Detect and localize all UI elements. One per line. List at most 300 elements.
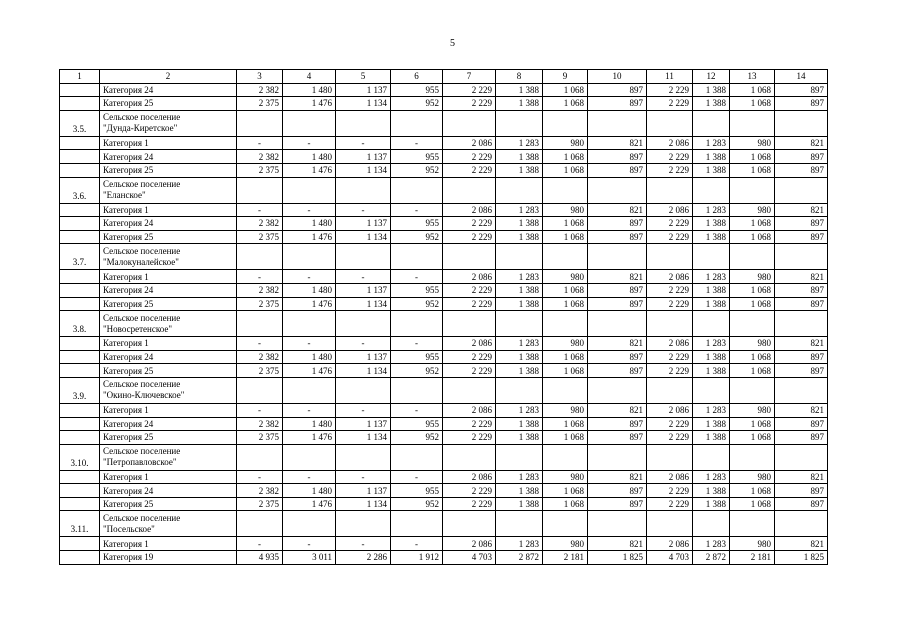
category-label: Категория 24	[100, 417, 237, 431]
value-cell: 2 229	[647, 417, 693, 431]
value-cell: 1 134	[336, 497, 391, 511]
value-cell: 2 086	[443, 403, 496, 417]
category-label: Категория 1	[100, 470, 237, 484]
value-cell: 2 229	[443, 497, 496, 511]
table-row	[60, 297, 828, 311]
section-number-cell	[60, 83, 100, 97]
value-cell: 1 283	[693, 403, 730, 417]
value-cell: 897	[588, 297, 647, 311]
value-cell: 1 068	[730, 497, 775, 511]
empty-cell	[496, 244, 543, 270]
value-cell: 1 476	[283, 364, 336, 378]
value-cell: 1 068	[543, 497, 588, 511]
empty-cell	[730, 244, 775, 270]
value-cell: 1 388	[693, 150, 730, 164]
value-cell: 821	[588, 403, 647, 417]
settlement-header-row	[60, 377, 828, 403]
value-cell: 1 137	[336, 350, 391, 364]
category-label: Категория 25	[100, 97, 237, 111]
empty-cell	[543, 444, 588, 470]
empty-cell	[391, 511, 443, 537]
table-row	[60, 163, 828, 177]
empty-cell	[283, 177, 336, 203]
value-cell: -	[283, 470, 336, 484]
value-cell: 1 068	[543, 350, 588, 364]
value-cell: -	[336, 270, 391, 284]
value-cell: -	[391, 203, 443, 217]
value-cell: 1 388	[693, 297, 730, 311]
table-row	[60, 537, 828, 551]
settlement-header-row	[60, 110, 828, 136]
value-cell: 2 229	[647, 497, 693, 511]
section-number-cell	[60, 297, 100, 311]
table-row	[60, 364, 828, 378]
value-cell: 897	[588, 217, 647, 231]
value-cell: 1 137	[336, 217, 391, 231]
section-number-cell	[60, 150, 100, 164]
section-number: 3.6.	[60, 177, 100, 203]
value-cell: 1 283	[496, 270, 543, 284]
value-cell: 980	[543, 270, 588, 284]
settlement-header-row	[60, 444, 828, 470]
value-cell: 980	[730, 337, 775, 351]
value-cell: 1 068	[543, 364, 588, 378]
value-cell: 821	[775, 537, 828, 551]
empty-cell	[647, 377, 693, 403]
empty-cell	[647, 311, 693, 337]
table-row	[60, 337, 828, 351]
value-cell: 1 068	[543, 297, 588, 311]
value-cell: 2 286	[336, 551, 391, 565]
value-cell: 821	[775, 337, 828, 351]
value-cell: 821	[588, 203, 647, 217]
value-cell: -	[237, 203, 283, 217]
value-cell: 1 283	[496, 537, 543, 551]
value-cell: 1 476	[283, 97, 336, 111]
value-cell: 821	[775, 403, 828, 417]
value-cell: 952	[391, 97, 443, 111]
header-cell: 10	[588, 70, 647, 84]
value-cell: 952	[391, 431, 443, 445]
empty-cell	[775, 311, 828, 337]
empty-cell	[237, 377, 283, 403]
header-cell: 2	[100, 70, 237, 84]
empty-cell	[496, 311, 543, 337]
category-label: Категория 25	[100, 297, 237, 311]
category-label: Категория 1	[100, 337, 237, 351]
section-number-cell	[60, 350, 100, 364]
empty-cell	[588, 511, 647, 537]
empty-cell	[496, 511, 543, 537]
value-cell: 1 283	[693, 270, 730, 284]
value-cell: 1 388	[496, 497, 543, 511]
value-cell: 1 283	[693, 470, 730, 484]
section-number-cell	[60, 97, 100, 111]
empty-cell	[283, 244, 336, 270]
value-cell: 2 229	[647, 484, 693, 498]
value-cell: 1 137	[336, 150, 391, 164]
value-cell: 2 382	[237, 283, 283, 297]
section-number-cell	[60, 163, 100, 177]
value-cell: 1 480	[283, 484, 336, 498]
header-row	[60, 70, 828, 84]
value-cell: 1 068	[730, 350, 775, 364]
value-cell: 897	[775, 431, 828, 445]
section-number-cell	[60, 136, 100, 150]
header-cell: 13	[730, 70, 775, 84]
empty-cell	[496, 377, 543, 403]
section-number-cell	[60, 337, 100, 351]
header-cell: 11	[647, 70, 693, 84]
empty-cell	[336, 511, 391, 537]
empty-cell	[543, 244, 588, 270]
value-cell: 897	[775, 350, 828, 364]
value-cell: 980	[543, 537, 588, 551]
value-cell: 897	[775, 83, 828, 97]
table-row	[60, 217, 828, 231]
section-number: 3.9.	[60, 377, 100, 403]
value-cell: -	[237, 337, 283, 351]
value-cell: 1 480	[283, 150, 336, 164]
empty-cell	[588, 177, 647, 203]
value-cell: 821	[588, 136, 647, 150]
value-cell: 1 476	[283, 297, 336, 311]
empty-cell	[775, 177, 828, 203]
value-cell: 2 181	[730, 551, 775, 565]
value-cell: 1 388	[693, 497, 730, 511]
settlement-name-line1: Сельское поселение	[103, 379, 181, 390]
section-number-cell	[60, 403, 100, 417]
value-cell: 1 476	[283, 431, 336, 445]
value-cell: 1 068	[730, 150, 775, 164]
empty-cell	[543, 511, 588, 537]
header-cell: 3	[237, 70, 283, 84]
value-cell: -	[283, 537, 336, 551]
value-cell: 955	[391, 217, 443, 231]
value-cell: 1 388	[496, 83, 543, 97]
empty-cell	[693, 177, 730, 203]
value-cell: 1 283	[496, 203, 543, 217]
table-row	[60, 230, 828, 244]
value-cell: -	[391, 537, 443, 551]
value-cell: 1 912	[391, 551, 443, 565]
value-cell: 1 388	[496, 297, 543, 311]
value-cell: 2 229	[647, 230, 693, 244]
value-cell: 1 480	[283, 350, 336, 364]
header-cell: 7	[443, 70, 496, 84]
value-cell: 1 068	[543, 217, 588, 231]
value-cell: 1 388	[693, 283, 730, 297]
value-cell: 821	[775, 470, 828, 484]
empty-cell	[730, 177, 775, 203]
empty-cell	[588, 444, 647, 470]
empty-cell	[543, 311, 588, 337]
settlement-name-line2: "Еланское"	[103, 190, 146, 201]
value-cell: 1 068	[543, 283, 588, 297]
value-cell: 2 229	[443, 484, 496, 498]
value-cell: 2 229	[443, 417, 496, 431]
value-cell: 2 229	[647, 350, 693, 364]
empty-cell	[336, 244, 391, 270]
value-cell: 980	[543, 136, 588, 150]
value-cell: 1 068	[543, 431, 588, 445]
value-cell: 955	[391, 150, 443, 164]
empty-cell	[730, 377, 775, 403]
tariff-table	[59, 69, 828, 565]
value-cell: 1 480	[283, 417, 336, 431]
table-row	[60, 417, 828, 431]
value-cell: 1 388	[496, 364, 543, 378]
empty-cell	[496, 177, 543, 203]
value-cell: 897	[775, 163, 828, 177]
value-cell: -	[336, 337, 391, 351]
value-cell: 1 388	[693, 230, 730, 244]
settlement-name-line2: "Новосретенское"	[103, 323, 173, 334]
value-cell: 2 872	[496, 551, 543, 565]
value-cell: 4 703	[443, 551, 496, 565]
value-cell: 1 476	[283, 497, 336, 511]
page-number: 5	[450, 38, 455, 49]
value-cell: 1 388	[693, 350, 730, 364]
value-cell: 897	[775, 97, 828, 111]
value-cell: 1 283	[496, 136, 543, 150]
empty-cell	[237, 511, 283, 537]
value-cell: 1 134	[336, 431, 391, 445]
value-cell: 2 382	[237, 484, 283, 498]
settlement-name-line2: "Посельское"	[103, 523, 155, 534]
empty-cell	[283, 377, 336, 403]
value-cell: 897	[775, 417, 828, 431]
value-cell: 1 068	[730, 97, 775, 111]
empty-cell	[443, 311, 496, 337]
empty-cell	[237, 444, 283, 470]
value-cell: 980	[543, 403, 588, 417]
table-row	[60, 403, 828, 417]
value-cell: 2 086	[443, 470, 496, 484]
empty-cell	[391, 110, 443, 136]
value-cell: 1 068	[730, 163, 775, 177]
empty-cell	[391, 177, 443, 203]
value-cell: 1 283	[496, 470, 543, 484]
value-cell: -	[336, 537, 391, 551]
value-cell: 980	[730, 470, 775, 484]
value-cell: 1 388	[693, 484, 730, 498]
section-number: 3.8.	[60, 311, 100, 337]
value-cell: 2 181	[543, 551, 588, 565]
empty-cell	[391, 311, 443, 337]
section-number: 3.5.	[60, 110, 100, 136]
value-cell: 1 068	[730, 297, 775, 311]
category-label: Категория 25	[100, 364, 237, 378]
header-cell: 5	[336, 70, 391, 84]
empty-cell	[730, 311, 775, 337]
header-cell: 12	[693, 70, 730, 84]
value-cell: 2 229	[443, 364, 496, 378]
settlement-name-line2: "Петропавловское"	[103, 457, 177, 468]
value-cell: 2 086	[443, 337, 496, 351]
empty-cell	[693, 377, 730, 403]
settlement-header-row	[60, 311, 828, 337]
value-cell: 1 388	[693, 97, 730, 111]
value-cell: 952	[391, 364, 443, 378]
value-cell: 2 382	[237, 350, 283, 364]
value-cell: 1 134	[336, 97, 391, 111]
section-number-cell	[60, 417, 100, 431]
category-label: Категория 25	[100, 230, 237, 244]
value-cell: 2 375	[237, 163, 283, 177]
value-cell: 2 375	[237, 431, 283, 445]
value-cell: -	[237, 403, 283, 417]
settlement-name-line2: "Окино-Ключевское"	[103, 390, 185, 401]
value-cell: -	[336, 136, 391, 150]
settlement-name-line1: Сельское поселение	[103, 179, 181, 190]
category-label: Категория 19	[100, 551, 237, 565]
settlement-header-row	[60, 244, 828, 270]
empty-cell	[543, 110, 588, 136]
empty-cell	[647, 110, 693, 136]
category-label: Категория 1	[100, 270, 237, 284]
value-cell: 1 068	[543, 83, 588, 97]
value-cell: 4 703	[647, 551, 693, 565]
value-cell: 1 068	[730, 417, 775, 431]
value-cell: 1 388	[693, 417, 730, 431]
table-row	[60, 484, 828, 498]
value-cell: 2 086	[443, 270, 496, 284]
value-cell: 2 375	[237, 97, 283, 111]
value-cell: 1 388	[496, 97, 543, 111]
value-cell: 955	[391, 350, 443, 364]
category-label: Категория 1	[100, 203, 237, 217]
value-cell: -	[237, 136, 283, 150]
value-cell: -	[391, 337, 443, 351]
value-cell: 2 229	[443, 97, 496, 111]
value-cell: 2 375	[237, 364, 283, 378]
value-cell: -	[391, 403, 443, 417]
empty-cell	[391, 244, 443, 270]
value-cell: 2 375	[237, 230, 283, 244]
value-cell: 2 229	[443, 230, 496, 244]
value-cell: 1 388	[693, 217, 730, 231]
category-label: Категория 1	[100, 403, 237, 417]
table-row	[60, 497, 828, 511]
value-cell: 2 086	[647, 403, 693, 417]
section-number-cell	[60, 484, 100, 498]
value-cell: -	[237, 470, 283, 484]
section-number: 3.10.	[60, 444, 100, 470]
empty-cell	[443, 110, 496, 136]
value-cell: 821	[588, 270, 647, 284]
value-cell: -	[391, 470, 443, 484]
section-number-cell	[60, 283, 100, 297]
value-cell: 1 388	[496, 484, 543, 498]
value-cell: 955	[391, 417, 443, 431]
empty-cell	[283, 110, 336, 136]
empty-cell	[443, 444, 496, 470]
section-number-cell	[60, 431, 100, 445]
section-number-cell	[60, 497, 100, 511]
value-cell: -	[336, 203, 391, 217]
value-cell: -	[237, 270, 283, 284]
value-cell: 2 229	[443, 150, 496, 164]
empty-cell	[543, 177, 588, 203]
empty-cell	[647, 444, 693, 470]
category-label: Категория 1	[100, 537, 237, 551]
value-cell: 980	[730, 203, 775, 217]
settlement-name-line1: Сельское поселение	[103, 512, 181, 523]
settlement-name	[100, 311, 237, 337]
empty-cell	[496, 444, 543, 470]
empty-cell	[543, 377, 588, 403]
empty-cell	[283, 311, 336, 337]
value-cell: 897	[775, 283, 828, 297]
section-number-cell	[60, 230, 100, 244]
value-cell: 1 388	[496, 217, 543, 231]
value-cell: 1 068	[543, 484, 588, 498]
value-cell: 2 086	[443, 136, 496, 150]
value-cell: 1 388	[496, 350, 543, 364]
settlement-name	[100, 377, 237, 403]
value-cell: 821	[775, 203, 828, 217]
value-cell: 2 375	[237, 297, 283, 311]
empty-cell	[336, 377, 391, 403]
value-cell: 980	[730, 403, 775, 417]
value-cell: 897	[588, 283, 647, 297]
value-cell: 1 388	[693, 83, 730, 97]
empty-cell	[336, 177, 391, 203]
empty-cell	[647, 244, 693, 270]
value-cell: 897	[775, 230, 828, 244]
value-cell: 2 229	[647, 364, 693, 378]
value-cell: 4 935	[237, 551, 283, 565]
value-cell: 821	[588, 337, 647, 351]
value-cell: 955	[391, 283, 443, 297]
value-cell: 2 229	[647, 83, 693, 97]
value-cell: -	[283, 337, 336, 351]
value-cell: 897	[588, 83, 647, 97]
value-cell: 1 825	[588, 551, 647, 565]
empty-cell	[775, 377, 828, 403]
value-cell: 2 229	[443, 350, 496, 364]
empty-cell	[730, 511, 775, 537]
header-cell: 9	[543, 70, 588, 84]
value-cell: 952	[391, 230, 443, 244]
value-cell: 2 872	[693, 551, 730, 565]
value-cell: 897	[775, 484, 828, 498]
value-cell: 2 229	[443, 217, 496, 231]
empty-cell	[443, 244, 496, 270]
value-cell: -	[336, 403, 391, 417]
value-cell: 1 068	[543, 417, 588, 431]
category-label: Категория 24	[100, 283, 237, 297]
empty-cell	[336, 311, 391, 337]
value-cell: 1 480	[283, 283, 336, 297]
value-cell: 1 283	[693, 136, 730, 150]
value-cell: 1 388	[693, 364, 730, 378]
empty-cell	[391, 444, 443, 470]
section-number-cell	[60, 537, 100, 551]
value-cell: -	[391, 270, 443, 284]
value-cell: -	[283, 403, 336, 417]
header-cell: 1	[60, 70, 100, 84]
value-cell: 1 137	[336, 417, 391, 431]
value-cell: 1 068	[730, 217, 775, 231]
value-cell: 2 382	[237, 417, 283, 431]
value-cell: 1 068	[730, 283, 775, 297]
value-cell: 2 375	[237, 497, 283, 511]
value-cell: 2 382	[237, 150, 283, 164]
empty-cell	[588, 311, 647, 337]
value-cell: 1 388	[693, 163, 730, 177]
